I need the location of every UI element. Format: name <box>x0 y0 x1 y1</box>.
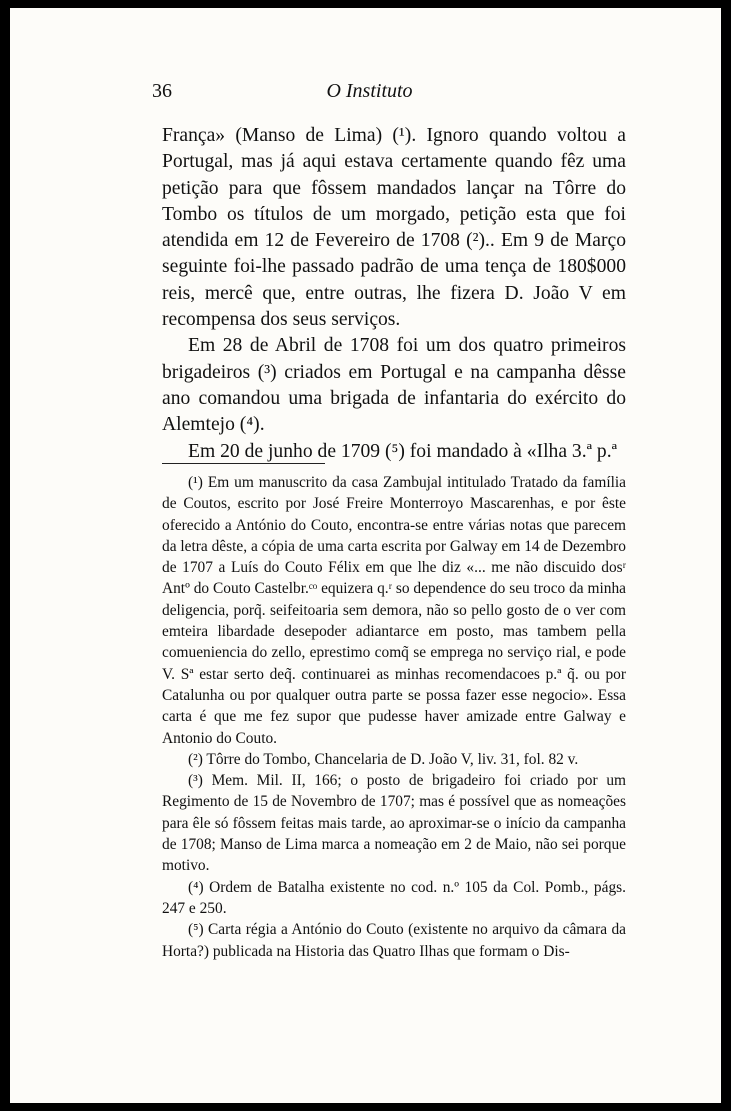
book-page <box>10 8 721 1103</box>
paragraph: França» (Manso de Lima) (¹). Ignoro quando voltou a Portugal, mas já aqui estava certamente quando fêz uma petição para que fôssem mandados lançar na Tôrre do Tombo os títulos de um morgado, petição esta que foi atendida em 12 de Fevereiro de 1708 (²).. Em 9 de Março seguinte foi-lhe passado padrão de uma tença de 180$000 reis, mercê que, entre outras, lhe fizera D. João V em recompensa dos seus serviços. <box>162 125 626 331</box>
body-text <box>162 123 626 465</box>
page-header <box>10 80 721 110</box>
footnote: (³) Mem. Mil. II, 166; o posto de brigadeiro foi criado por um Regimento de 15 de Novembro de 1707; mas é possível que as nomeações para êle só fôssem feitas mais tarde, ao aproximar-se o início da campanha de 1708; Manso de Lima marca a nomeação em 2 de Maio, não sei porque motivo. <box>162 772 626 875</box>
footnote: (²) Tôrre do Tombo, Chancelaria de D. João V, liv. 31, fol. 82 v. <box>188 750 579 768</box>
footnote: (¹) Em um manuscrito da casa Zambujal intitulado Tratado da família de Coutos, escrito por José Freire Monterroyo Mascarenhas, e por êste oferecido a António do Couto, encontra-se entre várias notas que parecem da letra dêste, a cópia de uma carta escrita por Galway em 14 de Dezembro de 1707 a Luís do Couto Félix em que lhe diz «... me não discuido dosʳ Antº do Couto Castelbr.ᶜᵒ equizera q.ʳ so dependence do seu troco da minha deligencia, porq̃. seifeitoaria sem demora, não so pello gosto de o ver com emteira libardade desepoder adiantarce em posto, mas tambem pella comueniencia do zello, eprestimo comq̃ se emprega no serviço rial, e pode V. Sª estar serto deq̃. continuarei as minhas recomendacoes p.ª q̃. ou por Catalunha ou por qualquer outra parte se possa fazer esse negocio». Essa carta é que me fez supor que pudesse haver amizade entre Galway e Antonio do Couto. <box>162 474 626 747</box>
footnote-divider <box>162 463 325 464</box>
paragraph: Em 28 de Abril de 1708 foi um dos quatro primeiros brigadeiros (³) criados em Portugal e na campanha dêsse ano comandou uma brigada de infantaria do exército do Alemtejo (⁴). <box>162 335 626 436</box>
page-number: 36 <box>152 80 172 102</box>
footnote: (⁴) Ordem de Batalha existente no cod. n.º 105 da Col. Pomb., págs. 247 e 250. <box>162 878 626 917</box>
footnotes <box>162 472 626 962</box>
paragraph: Em 20 de junho de 1709 (⁵) foi mandado à «Ilha 3.ª p.ª <box>188 440 618 462</box>
running-title: O Instituto <box>326 80 413 102</box>
footnote: (⁵) Carta régia a António do Couto (existente no arquivo da câmara da Horta?) publicada na Historia das Quatro Ilhas que formam o Dis- <box>162 921 626 960</box>
